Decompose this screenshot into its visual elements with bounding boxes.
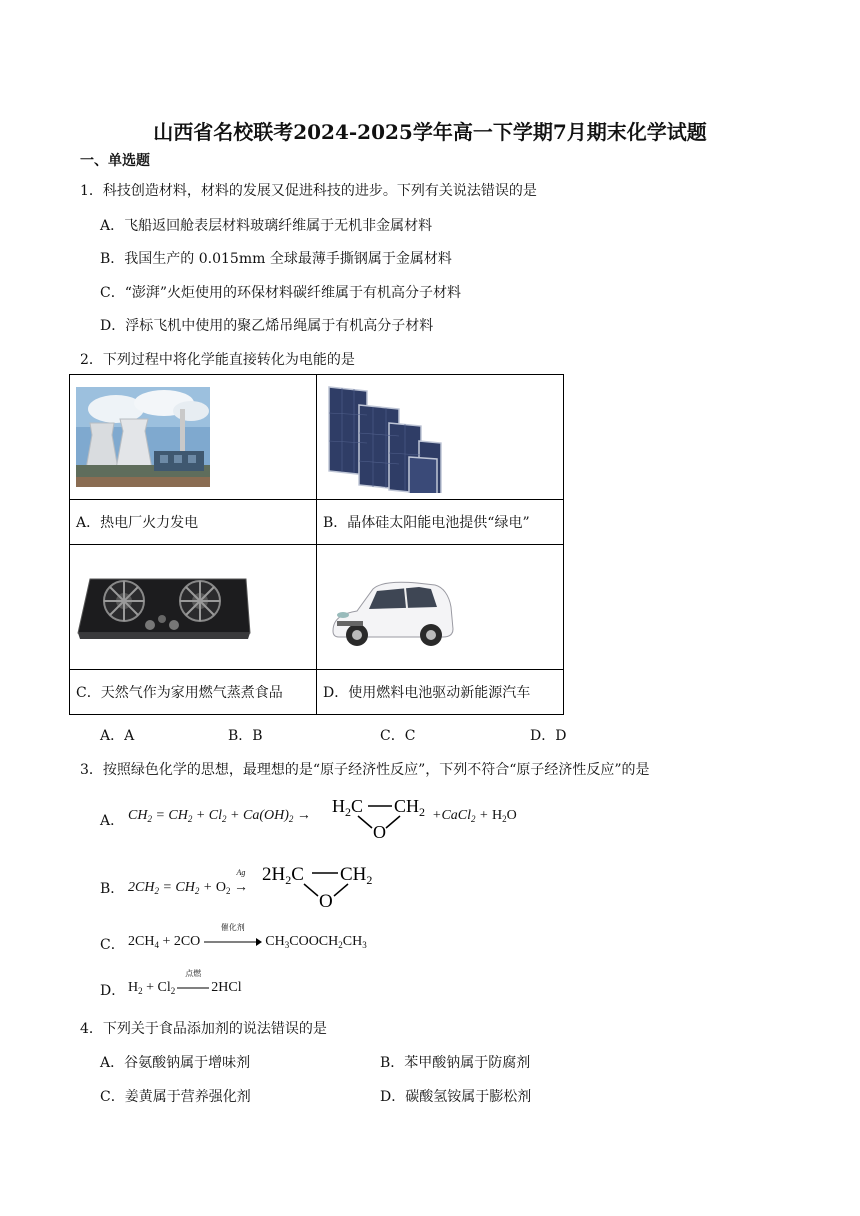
q3-equation-c: $2CH_4 + 2CO$ 催化剂 $CH_3COOCH_2CH_3$ — [128, 923, 367, 950]
svg-text:H2C: $H_2C$ — [332, 796, 364, 819]
svg-text:O: O — [373, 822, 386, 840]
epoxide-ring-b — [260, 858, 380, 910]
q3-condition-d: 点燃 — [185, 969, 202, 978]
epoxide-ring-a — [330, 792, 430, 840]
svg-text:CH2: $CH_2$ — [340, 864, 373, 887]
q4-option-c: C．姜黄属于营养强化剂 — [100, 1089, 251, 1105]
section-heading: 一、单选题 — [80, 153, 150, 169]
q2-answer-a: A．A — [100, 728, 135, 744]
q3-option-c-label: C． — [100, 937, 125, 953]
q2-answer-d: D．D — [530, 728, 567, 744]
electric-car-image — [323, 573, 457, 653]
q3-stem: 3．按照绿色化学的思想，最理想的是“原子经济性反应”，下列不符合“原子经济性反应”的是 — [80, 762, 650, 778]
q3-catalyst-b: Ag — [236, 868, 246, 877]
q2-answer-c: C．C — [380, 728, 416, 744]
gas-stove-image — [76, 573, 252, 643]
q1-option-d: D．浮标飞机中使用的聚乙烯吊绳属于有机高分子材料 — [100, 318, 434, 334]
solar-panels-image — [323, 383, 463, 493]
q1-option-b: B．我国生产的 0.015mm 全球最薄手撕钢属于金属材料 — [100, 251, 452, 267]
svg-text:O: O — [319, 891, 333, 910]
q2-stem: 2．下列过程中将化学能直接转化为电能的是 — [80, 352, 355, 368]
q4-option-a: A．谷氨酸钠属于增味剂 — [100, 1055, 251, 1071]
q3-option-d-label: D． — [100, 983, 126, 999]
q1-option-a: A．飞船返回舱表层材料玻璃纤维属于无机非金属材料 — [100, 218, 433, 234]
q4-option-b: B．苯甲酸钠属于防腐剂 — [380, 1055, 531, 1071]
page-title: 山西省名校联考2024-2025学年高一下学期7月期末化学试题 — [153, 120, 707, 144]
q2-image-cell-d — [317, 545, 564, 670]
svg-text:CH2: $CH_2$ — [394, 796, 426, 819]
svg-text:2H2C: $2H_2C$ — [262, 864, 304, 887]
q2-cell-d-label: D．使用燃料电池驱动新能源汽车 — [317, 670, 564, 715]
q3-equation-a: $CH_2 = CH_2 + Cl_2 + Ca(OH)_2$ → — [128, 808, 311, 824]
q3-equation-a-products: +CaCl$_2$ + $H_2O$ — [432, 808, 517, 824]
q3-catalyst-c: 催化剂 — [220, 923, 245, 932]
q3-equation-b: $2CH_2 = CH_2 + O_2$ Ag → — [128, 868, 248, 896]
power-plant-image — [76, 387, 210, 487]
q2-image-cell-b — [317, 375, 564, 500]
q4-stem: 4．下列关于食品添加剂的说法错误的是 — [80, 1021, 327, 1037]
q2-image-cell-a — [70, 375, 317, 500]
q3-equation-d: $H_2 + Cl_2$ 点燃 2HCl — [128, 969, 242, 996]
q2-cell-a-label: A．热电厂火力发电 — [70, 500, 317, 545]
q2-cell-c-label: C．天然气作为家用燃气蒸煮食品 — [70, 670, 317, 715]
q1-option-c: C．“澎湃”火炬使用的环保材料碳纤维属于有机高分子材料 — [100, 285, 462, 301]
q2-answer-b: B．B — [228, 728, 263, 744]
q2-image-cell-c — [70, 545, 317, 670]
q3-option-b-label: B． — [100, 881, 125, 897]
q2-cell-b-label: B．晶体硅太阳能电池提供“绿电” — [317, 500, 564, 545]
q3-option-a-label: A． — [100, 813, 125, 829]
q4-option-d: D．碳酸氢铵属于膨松剂 — [380, 1089, 532, 1105]
q2-option-table — [69, 374, 564, 715]
q1-stem: 1．科技创造材料，材料的发展又促进科技的进步。下列有关说法错误的是 — [80, 183, 537, 199]
